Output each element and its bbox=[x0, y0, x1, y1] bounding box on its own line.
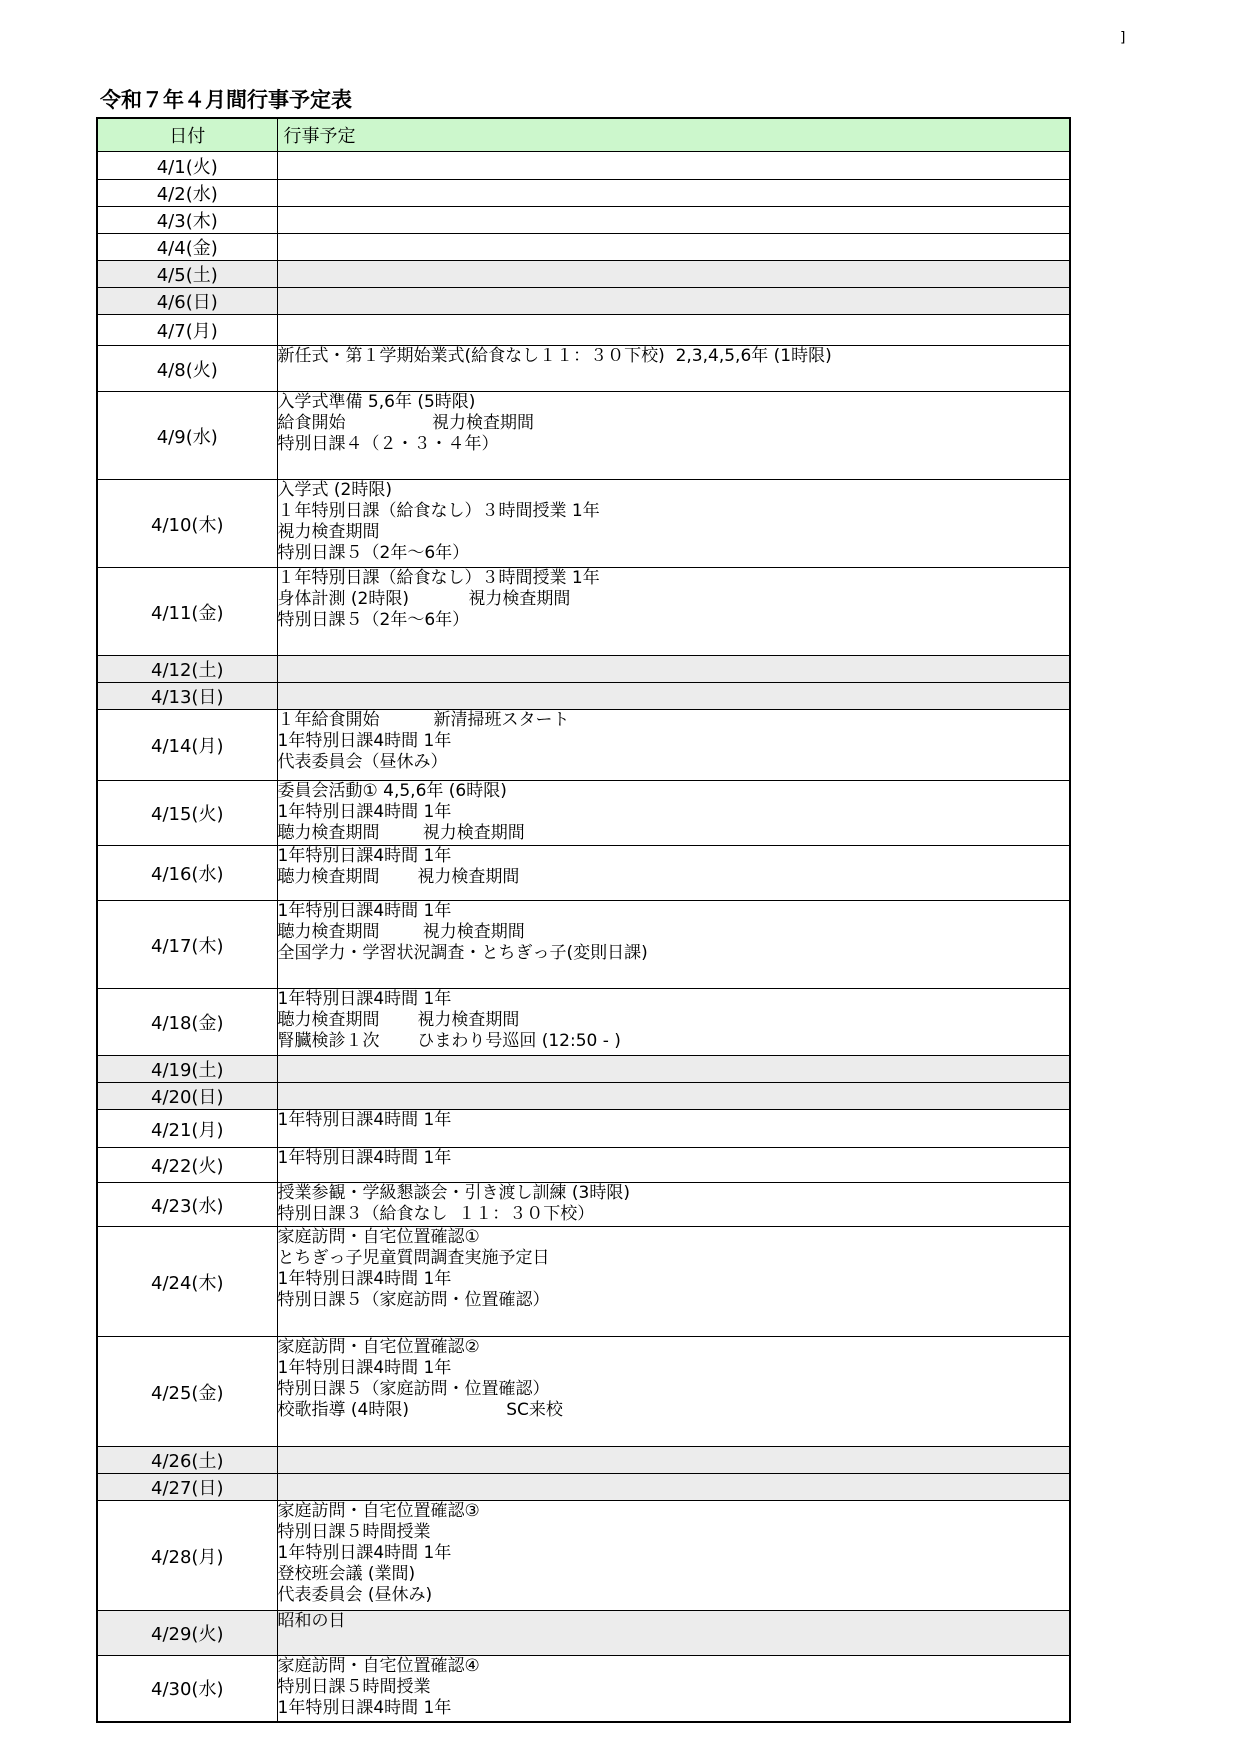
date-cell: 4/13(日) bbox=[97, 683, 277, 710]
date-cell: 4/1(火) bbox=[97, 152, 277, 180]
schedule-row bbox=[97, 1083, 1070, 1110]
schedule-row bbox=[97, 568, 1070, 656]
schedule-row bbox=[97, 656, 1070, 683]
event-line: 1年特別日課4時間 1年 bbox=[277, 1148, 452, 1168]
date-cell: 4/6(日) bbox=[97, 288, 277, 315]
schedule-row bbox=[97, 1611, 1070, 1656]
event-line: 特別日課５（2年〜6年） bbox=[277, 610, 470, 630]
schedule-row bbox=[97, 1148, 1070, 1183]
schedule-row bbox=[97, 710, 1070, 781]
schedule-row bbox=[97, 261, 1070, 288]
event-line: 1年特別日課4時間 1年 bbox=[277, 802, 452, 822]
event-line: 昭和の日 bbox=[277, 1611, 346, 1631]
schedule-row bbox=[97, 846, 1070, 901]
date-cell: 4/5(土) bbox=[97, 261, 277, 288]
events-cell bbox=[277, 1501, 1070, 1611]
events-cell bbox=[277, 1611, 1070, 1656]
event-line: 1年特別日課4時間 1年 bbox=[277, 989, 452, 1009]
schedule-row bbox=[97, 315, 1070, 346]
page-corner-mark: ] bbox=[1120, 30, 1126, 46]
event-line: 家庭訪問・自宅位置確認① bbox=[277, 1227, 480, 1247]
date-cell: 4/15(火) bbox=[97, 781, 277, 846]
schedule-row bbox=[97, 392, 1070, 480]
event-line: 全国学力・学習状況調査・とちぎっ子(変則日課) bbox=[277, 943, 648, 963]
event-line: 給食開始 視力検査期間 bbox=[277, 413, 534, 433]
date-cell: 4/7(月) bbox=[97, 315, 277, 346]
schedule-row bbox=[97, 1501, 1070, 1611]
event-line: 入学式 (2時限) bbox=[277, 480, 392, 500]
date-cell: 4/24(木) bbox=[97, 1227, 277, 1337]
event-line: 特別日課５（2年〜6年） bbox=[277, 543, 470, 563]
events-cell bbox=[277, 1337, 1070, 1447]
schedule-row bbox=[97, 1474, 1070, 1501]
schedule-row bbox=[97, 989, 1070, 1056]
events-cell bbox=[277, 710, 1070, 781]
date-cell: 4/26(土) bbox=[97, 1447, 277, 1474]
events-cell bbox=[277, 1474, 1070, 1501]
date-cell: 4/28(月) bbox=[97, 1501, 277, 1611]
events-cell bbox=[277, 846, 1070, 901]
events-cell bbox=[277, 656, 1070, 683]
event-line: 特別日課５（家庭訪問・位置確認） bbox=[277, 1290, 550, 1310]
event-line: 1年特別日課4時間 1年 bbox=[277, 901, 452, 921]
events-cell bbox=[277, 1656, 1070, 1722]
event-line: 身体計測 (2時限) 視力検査期間 bbox=[277, 589, 571, 609]
event-line: 家庭訪問・自宅位置確認② bbox=[277, 1337, 480, 1357]
events-cell bbox=[277, 480, 1070, 568]
schedule-row bbox=[97, 1337, 1070, 1447]
event-line: 1年特別日課4時間 1年 bbox=[277, 731, 452, 751]
date-cell: 4/8(火) bbox=[97, 346, 277, 392]
schedule-row bbox=[97, 234, 1070, 261]
date-cell: 4/25(金) bbox=[97, 1337, 277, 1447]
events-cell bbox=[277, 683, 1070, 710]
date-cell: 4/11(金) bbox=[97, 568, 277, 656]
schedule-row bbox=[97, 1183, 1070, 1227]
date-cell: 4/30(水) bbox=[97, 1656, 277, 1722]
events-cell bbox=[277, 1148, 1070, 1183]
schedule-row bbox=[97, 1447, 1070, 1474]
schedule-table bbox=[96, 117, 1071, 1723]
events-cell bbox=[277, 207, 1070, 234]
date-cell: 4/23(水) bbox=[97, 1183, 277, 1227]
events-cell bbox=[277, 152, 1070, 180]
event-line: 1年特別日課4時間 1年 bbox=[277, 1698, 452, 1718]
event-line: １年特別日課（給食なし）３時間授業 1年 bbox=[277, 501, 600, 521]
event-line: 1年特別日課4時間 1年 bbox=[277, 1110, 452, 1130]
events-column-header: 行事予定 bbox=[277, 118, 1070, 152]
event-line: 腎臓検診１次 ひまわり号巡回 (12:50 - ) bbox=[277, 1031, 621, 1051]
events-cell bbox=[277, 315, 1070, 346]
event-line: 校歌指導 (4時限) SC来校 bbox=[277, 1400, 563, 1420]
event-line: 聴力検査期間 視力検査期間 bbox=[277, 823, 525, 843]
event-line: 1年特別日課4時間 1年 bbox=[277, 1358, 452, 1378]
event-line: 聴力検査期間 視力検査期間 bbox=[277, 867, 520, 887]
date-cell: 4/27(日) bbox=[97, 1474, 277, 1501]
schedule-row bbox=[97, 346, 1070, 392]
date-cell: 4/3(木) bbox=[97, 207, 277, 234]
date-cell: 4/4(金) bbox=[97, 234, 277, 261]
events-cell bbox=[277, 1110, 1070, 1148]
event-line: １年特別日課（給食なし）３時間授業 1年 bbox=[277, 568, 600, 588]
events-cell bbox=[277, 346, 1070, 392]
date-cell: 4/19(土) bbox=[97, 1056, 277, 1083]
schedule-row bbox=[97, 480, 1070, 568]
event-line: 特別日課５時間授業 bbox=[277, 1522, 431, 1542]
event-line: 特別日課５（家庭訪問・位置確認） bbox=[277, 1379, 550, 1399]
event-line: 登校班会議 (業間) bbox=[277, 1564, 416, 1584]
event-line: 入学式準備 5,6年 (5時限) bbox=[277, 392, 476, 412]
event-line: 視力検査期間 bbox=[277, 522, 380, 542]
date-cell: 4/14(月) bbox=[97, 710, 277, 781]
event-line: 新任式・第１学期始業式(給食なし１１：３０下校) 2,3,4,5,6年 (1時限) bbox=[277, 346, 832, 366]
events-cell bbox=[277, 234, 1070, 261]
date-cell: 4/29(火) bbox=[97, 1611, 277, 1656]
event-line: とちぎっ子児童質問調査実施予定日 bbox=[277, 1248, 550, 1268]
date-cell: 4/2(水) bbox=[97, 180, 277, 207]
schedule-row bbox=[97, 781, 1070, 846]
events-cell bbox=[277, 1056, 1070, 1083]
event-line: 1年特別日課4時間 1年 bbox=[277, 846, 452, 866]
events-cell bbox=[277, 1083, 1070, 1110]
schedule-row bbox=[97, 1056, 1070, 1083]
event-line: 特別日課４（２・３・４年） bbox=[277, 434, 499, 454]
events-cell bbox=[277, 261, 1070, 288]
date-cell: 4/9(水) bbox=[97, 392, 277, 480]
events-cell bbox=[277, 1227, 1070, 1337]
event-line: 1年特別日課4時間 1年 bbox=[277, 1543, 452, 1563]
events-cell bbox=[277, 568, 1070, 656]
event-line: 聴力検査期間 視力検査期間 bbox=[277, 922, 525, 942]
page-title: 令和７年４月間行事予定表 bbox=[100, 88, 352, 112]
events-cell bbox=[277, 781, 1070, 846]
schedule-row bbox=[97, 1110, 1070, 1148]
event-line: 家庭訪問・自宅位置確認③ bbox=[277, 1501, 480, 1521]
events-cell bbox=[277, 989, 1070, 1056]
event-line: 家庭訪問・自宅位置確認④ bbox=[277, 1656, 480, 1676]
event-line: 1年特別日課4時間 1年 bbox=[277, 1269, 452, 1289]
date-column-header: 日付 bbox=[97, 118, 277, 152]
date-cell: 4/18(金) bbox=[97, 989, 277, 1056]
events-cell bbox=[277, 180, 1070, 207]
event-line: 代表委員会 (昼休み) bbox=[277, 1585, 433, 1605]
event-line: 委員会活動① 4,5,6年 (6時限) bbox=[277, 781, 507, 801]
schedule-row bbox=[97, 683, 1070, 710]
event-line: １年給食開始 新清掃班スタート bbox=[277, 710, 570, 730]
schedule-row bbox=[97, 1227, 1070, 1337]
schedule-row bbox=[97, 901, 1070, 989]
schedule-row bbox=[97, 288, 1070, 315]
events-cell bbox=[277, 901, 1070, 989]
schedule-row bbox=[97, 152, 1070, 180]
events-cell bbox=[277, 1447, 1070, 1474]
events-cell bbox=[277, 1183, 1070, 1227]
date-cell: 4/16(水) bbox=[97, 846, 277, 901]
date-cell: 4/20(日) bbox=[97, 1083, 277, 1110]
header-row bbox=[97, 118, 1070, 152]
date-cell: 4/10(木) bbox=[97, 480, 277, 568]
event-line: 特別日課５時間授業 bbox=[277, 1677, 431, 1697]
date-cell: 4/22(火) bbox=[97, 1148, 277, 1183]
date-cell: 4/12(土) bbox=[97, 656, 277, 683]
schedule-row bbox=[97, 207, 1070, 234]
events-cell bbox=[277, 392, 1070, 480]
event-line: 授業参観・学級懇談会・引き渡し訓練 (3時限) bbox=[277, 1183, 630, 1203]
events-cell bbox=[277, 288, 1070, 315]
date-cell: 4/21(月) bbox=[97, 1110, 277, 1148]
schedule-row bbox=[97, 1656, 1070, 1722]
event-line: 聴力検査期間 視力検査期間 bbox=[277, 1010, 520, 1030]
date-cell: 4/17(木) bbox=[97, 901, 277, 989]
event-line: 代表委員会（昼休み） bbox=[277, 752, 448, 772]
schedule-row bbox=[97, 180, 1070, 207]
event-line: 特別日課３（給食なし １１：３０下校） bbox=[277, 1204, 595, 1224]
